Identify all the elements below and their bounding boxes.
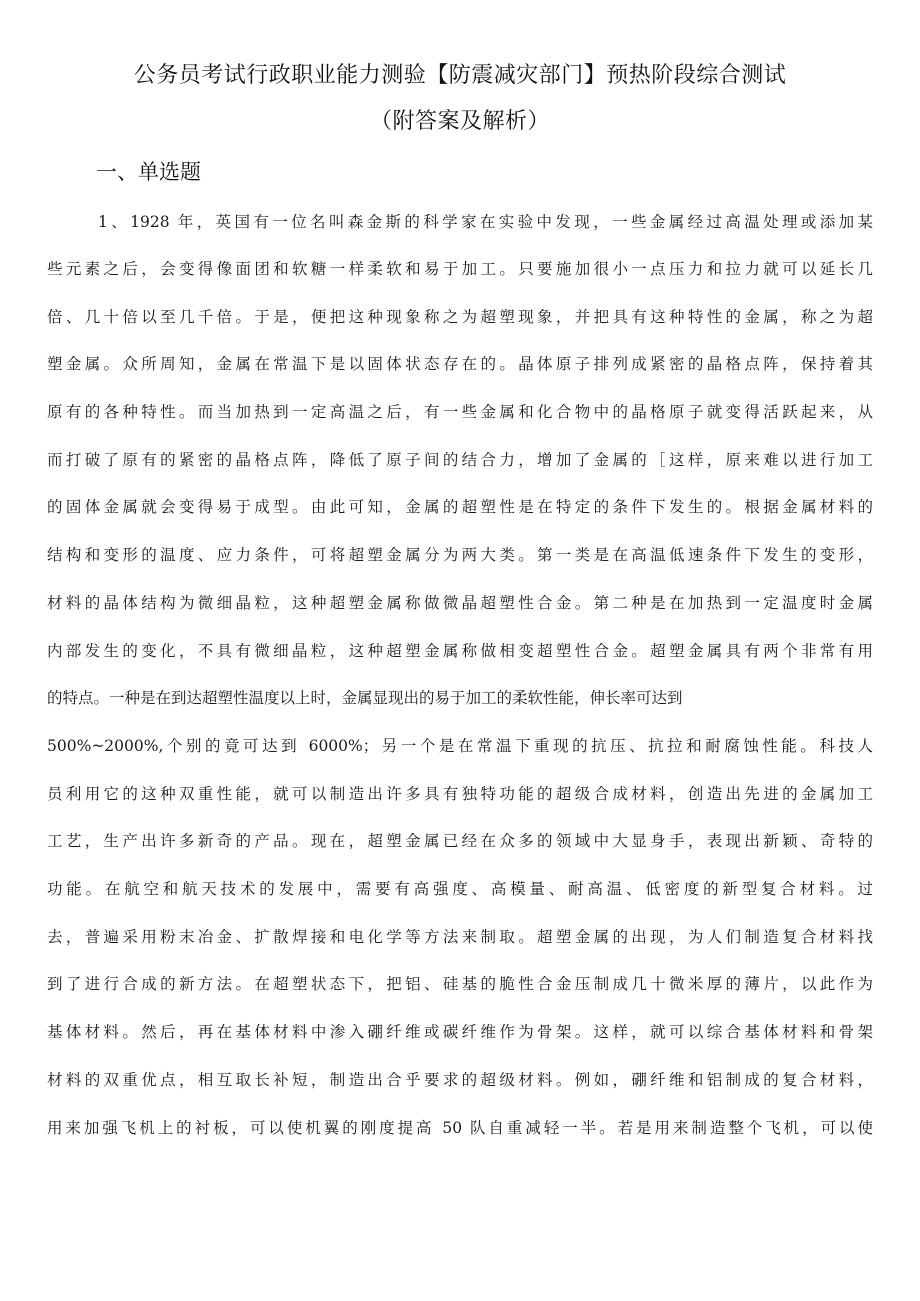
paragraph-line: 塑金属。众所周知，金属在常温下是以固体状态存在的。晶体原子排列成紧密的晶格点阵，保持着其	[47, 355, 873, 373]
paragraph-line: 材料的双重优点，相互取长补短，制造出合乎要求的超级材料。例如，硼纤维和铝制成的复合材料，	[47, 1071, 873, 1089]
paragraph-line: 的特点。一种是在到达超塑性温度以上时，金属显现出的易于加工的柔软性能，伸长率可达到	[47, 689, 683, 707]
paragraph-line: 500%~2000%,个别的竟可达到 6000%；另一个是在常温下重现的抗压、抗拉和耐腐蚀性能。科技人	[47, 737, 873, 755]
paragraph-line: 材料的晶体结构为微细晶粒，这种超塑金属称做微晶超塑性合金。第二种是在加热到一定温度时金属	[47, 594, 873, 612]
paragraph-line: 工艺，生产出许多新奇的产品。现在，超塑金属已经在众多的领域中大显身手，表现出新颖、奇特的	[47, 832, 873, 850]
paragraph-line: 功能。在航空和航天技术的发展中，需要有高强度、高模量、耐高温、低密度的新型复合材料。过	[47, 880, 873, 898]
paragraph-line: 1、1928 年，英国有一位名叫森金斯的科学家在实验中发现，一些金属经过高温处理或添加某	[98, 213, 873, 231]
paragraph-line: 倍、几十倍以至几千倍。于是，便把这种现象称之为超塑现象，并把具有这种特性的金属，称之为超	[47, 308, 873, 326]
paragraph-line: 而打破了原有的紧密的晶格点阵，降低了原子间的结合力，增加了金属的［这样，原来难以进行加工	[47, 451, 873, 469]
paragraph-line: 原有的各种特性。而当加热到一定高温之后，有一些金属和化合物中的晶格原子就变得活跃起来，从	[47, 403, 873, 421]
paragraph-line: 内部发生的变化，不具有微细晶粒，这种超塑金属称做相变超塑性合金。超塑金属具有两个非常有用	[47, 642, 873, 660]
section-heading: 一、单选题	[96, 160, 201, 184]
paragraph-line: 到了进行合成的新方法。在超塑状态下，把铝、硅基的脆性合金压制成几十微米厚的薄片，以此作为	[47, 975, 873, 993]
paragraph-line: 的固体金属就会变得易于成型。由此可知，金属的超塑性是在特定的条件下发生的。根据金属材料的	[47, 498, 873, 516]
document-subtitle: （附答案及解析）	[369, 109, 550, 134]
paragraph-line: 员利用它的这种双重性能，就可以制造出许多具有独特功能的超级合成材料，创造出先进的金属加工	[47, 785, 873, 803]
paragraph-line: 些元素之后，会变得像面团和软糖一样柔软和易于加工。只要施加很小一点压力和拉力就可以延长几	[47, 260, 873, 278]
paragraph-line: 基体材料。然后，再在基体材料中渗入硼纤维或碳纤维作为骨架。这样，就可以综合基体材料和骨架	[47, 1023, 873, 1041]
paragraph-line: 结构和变形的温度、应力条件，可将超塑金属分为两大类。第一类是在高温低速条件下发生的变形，	[47, 546, 873, 564]
paragraph-line: 用来加强飞机上的衬板，可以使机翼的刚度提高 50 队自重减轻一半。若是用来制造整个飞机，可以使	[47, 1119, 873, 1137]
paragraph-line: 去，普遍采用粉末冶金、扩散焊接和电化学等方法来制取。超塑金属的出现，为人们制造复合材料找	[47, 928, 873, 946]
document-title: 公务员考试行政职业能力测验【防震减灾部门】预热阶段综合测试	[133, 63, 787, 88]
